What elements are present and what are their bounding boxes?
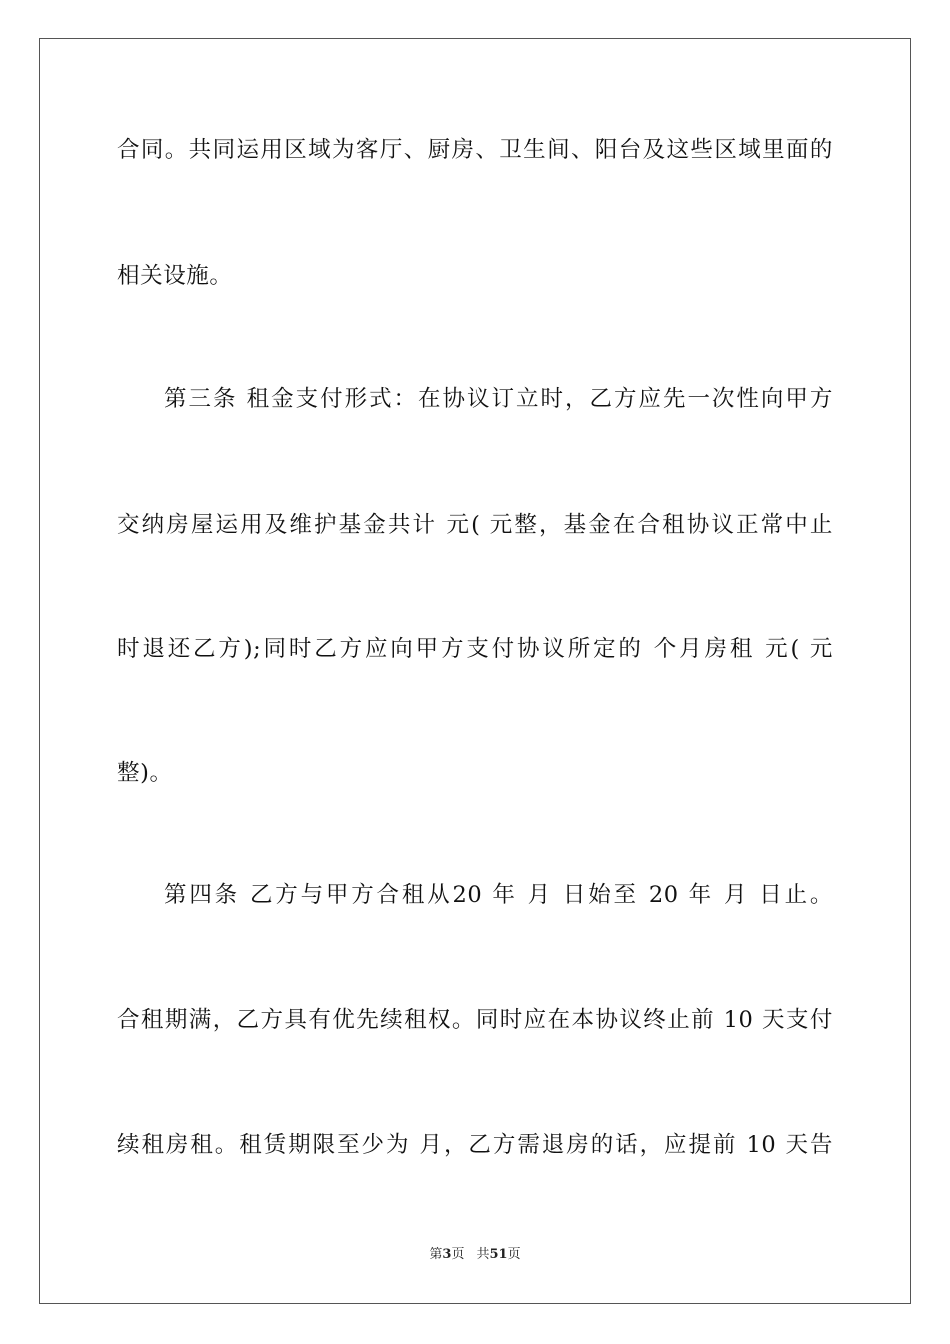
page-footer: [0, 1246, 950, 1264]
article-4-line-2: 合租期满，乙方具有优先续租权。同时应在本协议终止前 10 天支付: [117, 1007, 833, 1033]
article-3-line-1: 第三条 租金支付形式：在协议订立时，乙方应先一次性向甲方: [164, 386, 833, 412]
article-3-line-2: 交纳房屋运用及维护基金共计 元( 元整，基金在合租协议正常中止: [117, 512, 833, 538]
article-3-line-3: 时退还乙方);同时乙方应向甲方支付协议所定的 个月房租 元( 元: [117, 636, 833, 662]
article-3-line-4: 整)。: [117, 760, 173, 786]
body-line-2: 相关设施。: [117, 263, 233, 289]
page-suffix: 页: [451, 1247, 465, 1262]
page-prefix: 第: [429, 1247, 443, 1262]
total-pages: 51: [489, 1247, 508, 1262]
page-number: 3: [442, 1247, 452, 1262]
page-border: [39, 38, 911, 1304]
total-prefix: 共: [476, 1247, 490, 1262]
article-4-line-1: 第四条 乙方与甲方合租从20 年 月 日始至 20 年 月 日止。: [164, 882, 833, 908]
article-4-line-3: 续租房租。租赁期限至少为 月，乙方需退房的话，应提前 10 天告: [117, 1132, 833, 1158]
body-line-1: 合同。共同运用区域为客厅、厨房、卫生间、阳台及这些区域里面的: [117, 137, 833, 163]
total-suffix: 页: [507, 1247, 521, 1262]
